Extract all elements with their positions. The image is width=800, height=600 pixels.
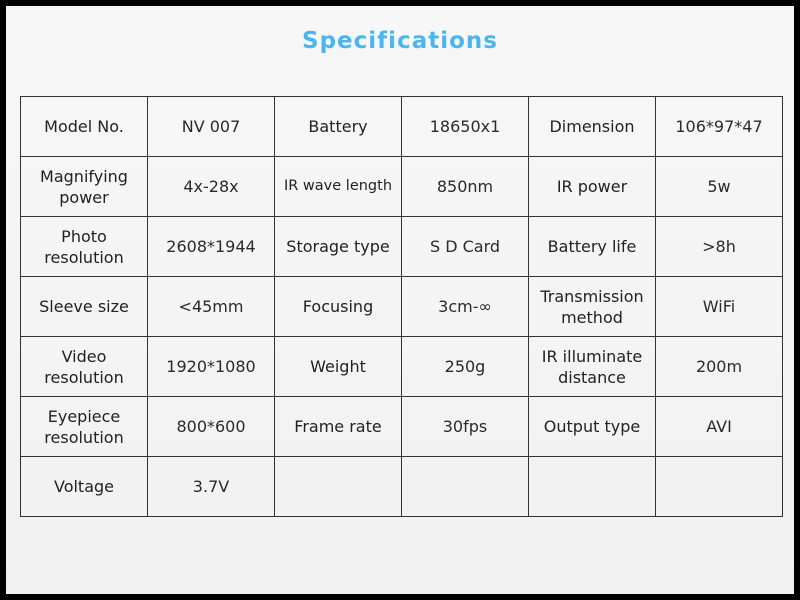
spec-value: 3.7V — [148, 457, 275, 517]
spec-value: 250g — [402, 337, 529, 397]
spec-label: Dimension — [529, 97, 656, 157]
page-title: Specifications — [302, 28, 498, 54]
empty-cell — [529, 457, 656, 517]
spec-label: Model No. — [21, 97, 148, 157]
spec-value: NV 007 — [148, 97, 275, 157]
spec-label: Photo resolution — [21, 217, 148, 277]
spec-label: Focusing — [275, 277, 402, 337]
spec-value: 5w — [656, 157, 783, 217]
spec-label: Voltage — [21, 457, 148, 517]
empty-cell — [275, 457, 402, 517]
spec-label: Weight — [275, 337, 402, 397]
spec-value: 30fps — [402, 397, 529, 457]
spec-label: Battery — [275, 97, 402, 157]
spec-value: 2608*1944 — [148, 217, 275, 277]
empty-cell — [402, 457, 529, 517]
spec-value: 1920*1080 — [148, 337, 275, 397]
table-row — [21, 337, 783, 397]
spec-value: AVI — [656, 397, 783, 457]
empty-cell — [656, 457, 783, 517]
spec-value: 4x-28x — [148, 157, 275, 217]
spec-value: >8h — [656, 217, 783, 277]
table-row — [21, 277, 783, 337]
table-row — [21, 97, 783, 157]
table-row — [21, 157, 783, 217]
spec-label: Magnifying power — [21, 157, 148, 217]
spec-label: IR wave length — [275, 157, 402, 217]
spec-label: Eyepiece resolution — [21, 397, 148, 457]
spec-label: Transmission method — [529, 277, 656, 337]
spec-label: IR illuminate distance — [529, 337, 656, 397]
spec-label: IR power — [529, 157, 656, 217]
spec-value: <45mm — [148, 277, 275, 337]
spec-label: Video resolution — [21, 337, 148, 397]
table-row — [21, 397, 783, 457]
spec-value: 106*97*47 — [656, 97, 783, 157]
spec-value: 3cm-∞ — [402, 277, 529, 337]
spec-label: Frame rate — [275, 397, 402, 457]
table-row — [21, 457, 783, 517]
spec-value: 800*600 — [148, 397, 275, 457]
spec-sheet — [6, 6, 794, 594]
spec-value: S D Card — [402, 217, 529, 277]
spec-label: Sleeve size — [21, 277, 148, 337]
spec-value: 18650x1 — [402, 97, 529, 157]
spec-label: Output type — [529, 397, 656, 457]
spec-value: WiFi — [656, 277, 783, 337]
spec-value: 850nm — [402, 157, 529, 217]
specifications-table — [20, 96, 783, 517]
spec-value: 200m — [656, 337, 783, 397]
spec-label: Battery life — [529, 217, 656, 277]
table-row — [21, 217, 783, 277]
spec-label: Storage type — [275, 217, 402, 277]
